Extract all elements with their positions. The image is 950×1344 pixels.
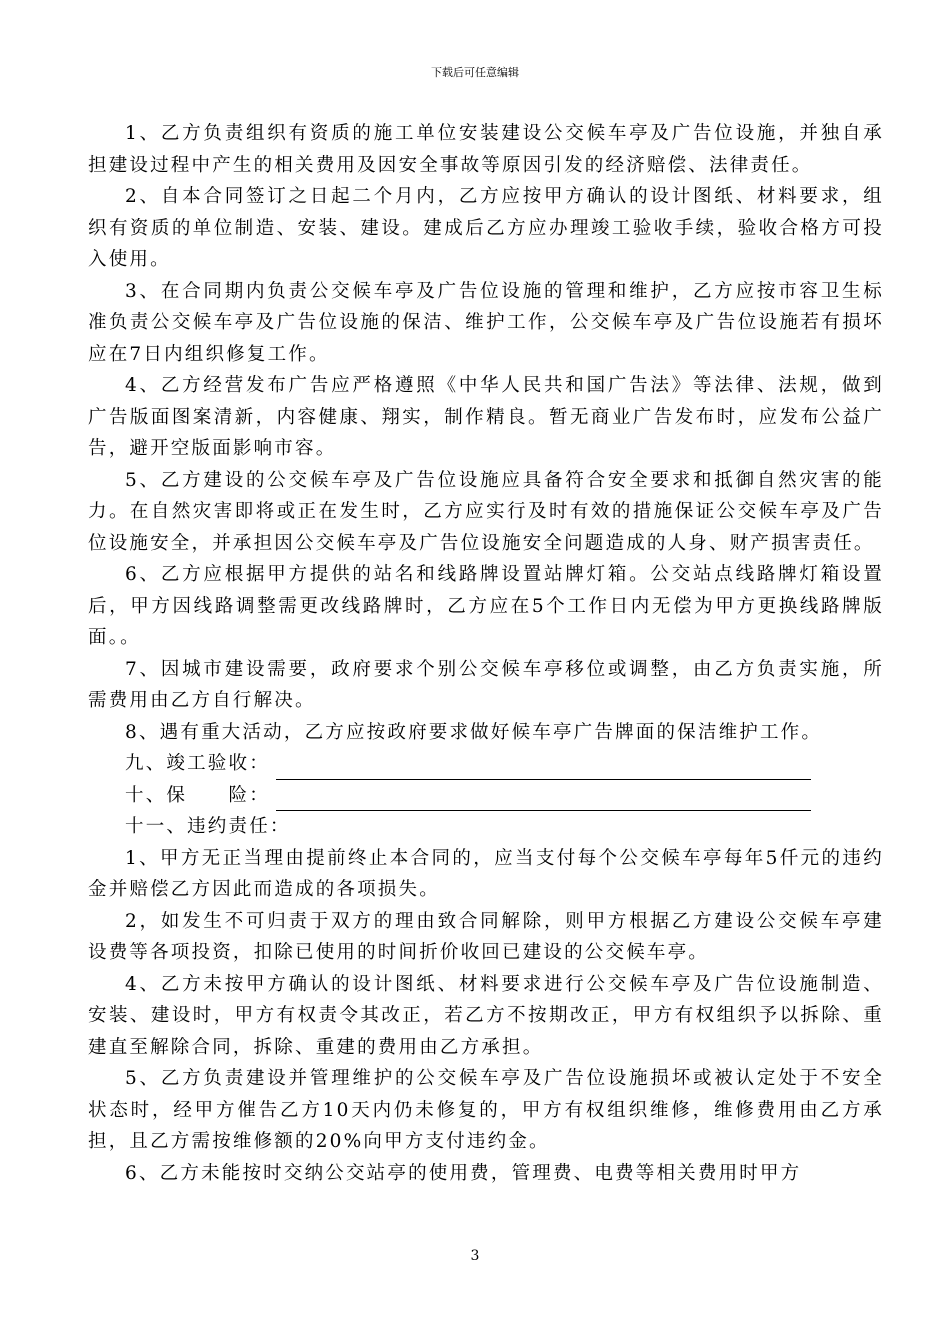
breach-clause-4: 4、乙方未按甲方确认的设计图纸、材料要求进行公交候车亭及广告位设施制造、安装、建设时，甲方有权责令其改正，若乙方不按期改正，甲方有权组织予以拆除、重建直至解除合同，拆除、重建的费用由乙方承担。 <box>88 973 884 1058</box>
acceptance-field <box>88 748 884 780</box>
breach-clause-2: 2，如发生不可归责于双方的理由致合同解除，则甲方根据乙方建设公交候车亭建设费等各项投资，扣除已使用的时间折价收回已建设的公交候车亭。 <box>88 910 884 963</box>
acceptance-label: 九、竣工验收： <box>125 753 270 774</box>
clause-3: 3、在合同期内负责公交候车亭及广告位设施的管理和维护，乙方应按市容卫生标准负责公交候车亭及广告位设施的保洁、维护工作，公交候车亭及广告位设施若有损坏应在7日内组织修复工作。 <box>88 280 884 365</box>
page-number: 3 <box>470 1248 480 1264</box>
breach-clause-5: 5、乙方负责建设并管理维护的公交候车亭及广告位设施损坏或被认定处于不安全状态时，经甲方催告乙方10天内仍未修复的，甲方有权组织维修，维修费用由乙方承担，且乙方需按维修额的20%向甲方支付违约金。 <box>88 1068 884 1152</box>
insurance-blank-line <box>276 786 811 811</box>
page-header-note: 下载后可任意编辑 <box>431 66 519 79</box>
clause-2: 2、自本合同签订之日起二个月内，乙方应按甲方确认的设计图纸、材料要求，组织有资质的单位制造、安装、建设。建成后乙方应办理竣工验收手续，验收合格方可投入使用。 <box>88 186 884 270</box>
clause-4: 4、乙方经营发布广告应严格遵照《中华人民共和国广告法》等法律、法规，做到广告版面图案清新，内容健康、翔实，制作精良。暂无商业广告发布时，应发布公益广告，避开空版面影响市容。 <box>88 375 884 459</box>
breach-clause-6: 6、乙方未能按时交纳公交站亭的使用费，管理费、电费等相关费用时甲方 <box>125 1162 802 1184</box>
insurance-label: 十、保 险： <box>125 784 270 806</box>
clause-8: 8、遇有重大活动，乙方应按政府要求做好候车亭广告牌面的保洁维护工作。 <box>125 721 823 743</box>
breach-clause-1: 1、甲方无正当理由提前终止本合同的，应当支付每个公交候车亭每年5仟元的违约金并赔偿乙方因此而造成的各项损失。 <box>88 847 884 900</box>
contract-body <box>88 118 884 1189</box>
acceptance-blank-line <box>276 755 811 780</box>
clause-1: 1、乙方负责组织有资质的施工单位安装建设公交候车亭及广告位设施，并独自承担建设过程中产生的相关费用及因安全事故等原因引发的经济赔偿、法律责任。 <box>88 123 884 176</box>
breach-section-heading: 十一、违约责任： <box>125 816 291 837</box>
insurance-field <box>88 780 884 812</box>
clause-7: 7、因城市建设需要，政府要求个别公交候车亭移位或调整，由乙方负责实施，所需费用由乙方自行解决。 <box>88 658 884 711</box>
clause-5: 5、乙方建设的公交候车亭及广告位设施应具备符合安全要求和抵御自然灾害的能力。在自然灾害即将或正在发生时，乙方应实行及时有效的措施保证公交候车亭及广告位设施安全，并承担因公交候车亭及广告位设施安全问题造成的人身、财产损害责任。 <box>88 469 884 554</box>
clause-6: 6、乙方应根据甲方提供的站名和线路牌设置站牌灯箱。公交站点线路牌灯箱设置后，甲方因线路调整需更改线路牌时，乙方应在5个工作日内无偿为甲方更换线路牌版面。。 <box>88 564 884 648</box>
